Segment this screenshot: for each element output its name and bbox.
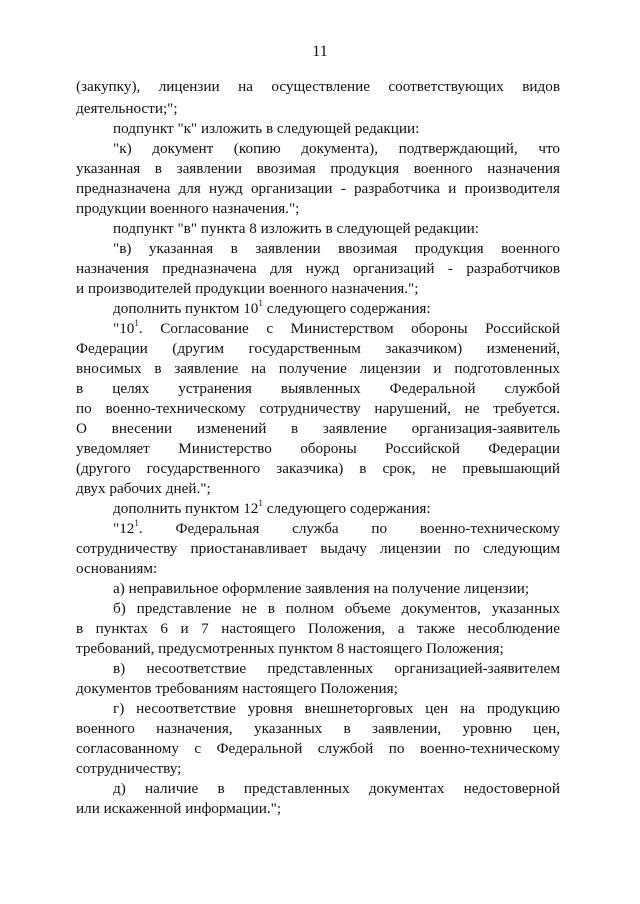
superscript: 1	[134, 317, 139, 328]
line-text: О внесении изменений в заявление организация-заявитель	[76, 420, 560, 437]
text-line	[76, 419, 560, 439]
text-line	[76, 179, 560, 199]
line-text: требований, предусмотренных пунктом 8 настоящего Положения;	[76, 640, 504, 657]
line-text: согласованному с Федеральной службой по военно-техническому	[76, 740, 560, 757]
line-text: д) наличие в представленных документах недостоверной	[113, 780, 560, 797]
line-text: "к) документ (копию документа), подтверждающий, что	[113, 140, 560, 157]
line-text: (закупку), лицензии на осуществление соответствующих видов	[76, 78, 560, 95]
text-line	[76, 77, 560, 97]
text-line	[76, 559, 560, 579]
text-line	[76, 99, 560, 119]
text-line	[113, 239, 560, 259]
line-text: сотрудничеству;	[76, 760, 182, 777]
page-number: 11	[312, 43, 328, 60]
text-line	[76, 199, 560, 219]
text-line	[76, 439, 560, 459]
text-line	[76, 719, 560, 739]
line-text: деятельности;";	[76, 100, 178, 117]
text-line	[113, 139, 560, 159]
line-text: дополнить пунктом 10	[113, 300, 259, 317]
line-text: "12	[113, 520, 135, 537]
line-text: двух рабочих дней.";	[76, 480, 211, 497]
text-line	[113, 319, 560, 339]
line-text: дополнить пунктом 12	[113, 500, 259, 517]
line-text: г) несоответствие уровня внешнеторговых цен на продукцию	[113, 700, 560, 717]
line-text: по военно-техническому сотрудничеству нарушений, не требуется.	[76, 400, 560, 417]
text-line	[113, 599, 560, 619]
line-text: вносимых в заявление на получение лицензии и подготовленных	[76, 360, 560, 377]
line-text: б) представление не в полном объеме документов, указанных	[113, 600, 560, 617]
text-line	[113, 499, 560, 519]
line-text: (другого государственного заказчика) в срок, не превышающий	[76, 460, 560, 477]
text-line	[113, 219, 560, 239]
line-text: Федерации (другим государственным заказчиком) изменений,	[76, 340, 560, 357]
superscript: 1	[258, 297, 263, 308]
line-text-continued: . Согласование с Министерством обороны Российской	[138, 320, 560, 337]
line-text: основаниям:	[76, 560, 158, 577]
line-text: продукции военного назначения.";	[76, 200, 300, 217]
text-line	[76, 159, 560, 179]
line-text: "10	[113, 320, 135, 337]
text-line	[76, 679, 560, 699]
text-line	[76, 399, 560, 419]
line-text: назначения предназначена для нужд организаций - разработчиков	[76, 260, 560, 277]
line-text: уведомляет Министерство обороны Российской Федерации	[76, 440, 560, 457]
line-text: подпункт "к" изложить в следующей редакции:	[113, 120, 420, 137]
text-line	[113, 699, 560, 719]
text-line	[76, 799, 560, 819]
text-line	[76, 339, 560, 359]
line-text: сотрудничеству приостанавливает выдачу лицензии по следующим	[76, 540, 560, 557]
text-line	[113, 519, 560, 539]
line-text: документов требованиям настоящего Положения;	[76, 680, 398, 697]
text-line	[113, 659, 560, 679]
line-text-continued: следующего содержания:	[262, 500, 431, 517]
text-line	[113, 779, 560, 799]
text-line	[76, 359, 560, 379]
line-text: а) неправильное оформление заявления на получение лицензии;	[113, 580, 530, 597]
text-line	[76, 619, 560, 639]
line-text: в пунктах 6 и 7 настоящего Положения, а также несоблюдение	[76, 620, 560, 637]
line-text-continued: следующего содержания:	[262, 300, 431, 317]
text-line	[76, 639, 560, 659]
text-line	[113, 579, 560, 599]
text-line	[76, 379, 560, 399]
line-text: военного назначения, указанных в заявлении, уровню цен,	[76, 720, 560, 737]
text-line	[76, 459, 560, 479]
text-line	[113, 299, 560, 319]
line-text: указанная в заявлении ввозимая продукция военного назначения	[76, 160, 560, 177]
text-line	[76, 479, 560, 499]
superscript: 1	[258, 497, 263, 508]
superscript: 1	[134, 517, 139, 528]
text-line	[76, 279, 560, 299]
text-line	[76, 759, 560, 779]
line-text: предназначена для нужд организации - разработчика и производителя	[76, 180, 560, 197]
line-text-continued: . Федеральная служба по военно-техническому	[138, 520, 560, 537]
line-text: или искаженной информации.";	[76, 800, 282, 817]
text-line	[113, 119, 560, 139]
line-text: в) несоответствие представленных организацией-заявителем	[113, 660, 560, 677]
line-text: в целях устранения выявленных Федеральной службой	[76, 380, 560, 397]
line-text: подпункт "в" пункта 8 изложить в следующей редакции:	[113, 220, 479, 237]
text-line	[76, 539, 560, 559]
text-line	[76, 739, 560, 759]
line-text: и производителей продукции военного назначения.";	[76, 280, 419, 297]
line-text: "в) указанная в заявлении ввозимая продукция военного	[113, 240, 560, 257]
text-line	[76, 259, 560, 279]
